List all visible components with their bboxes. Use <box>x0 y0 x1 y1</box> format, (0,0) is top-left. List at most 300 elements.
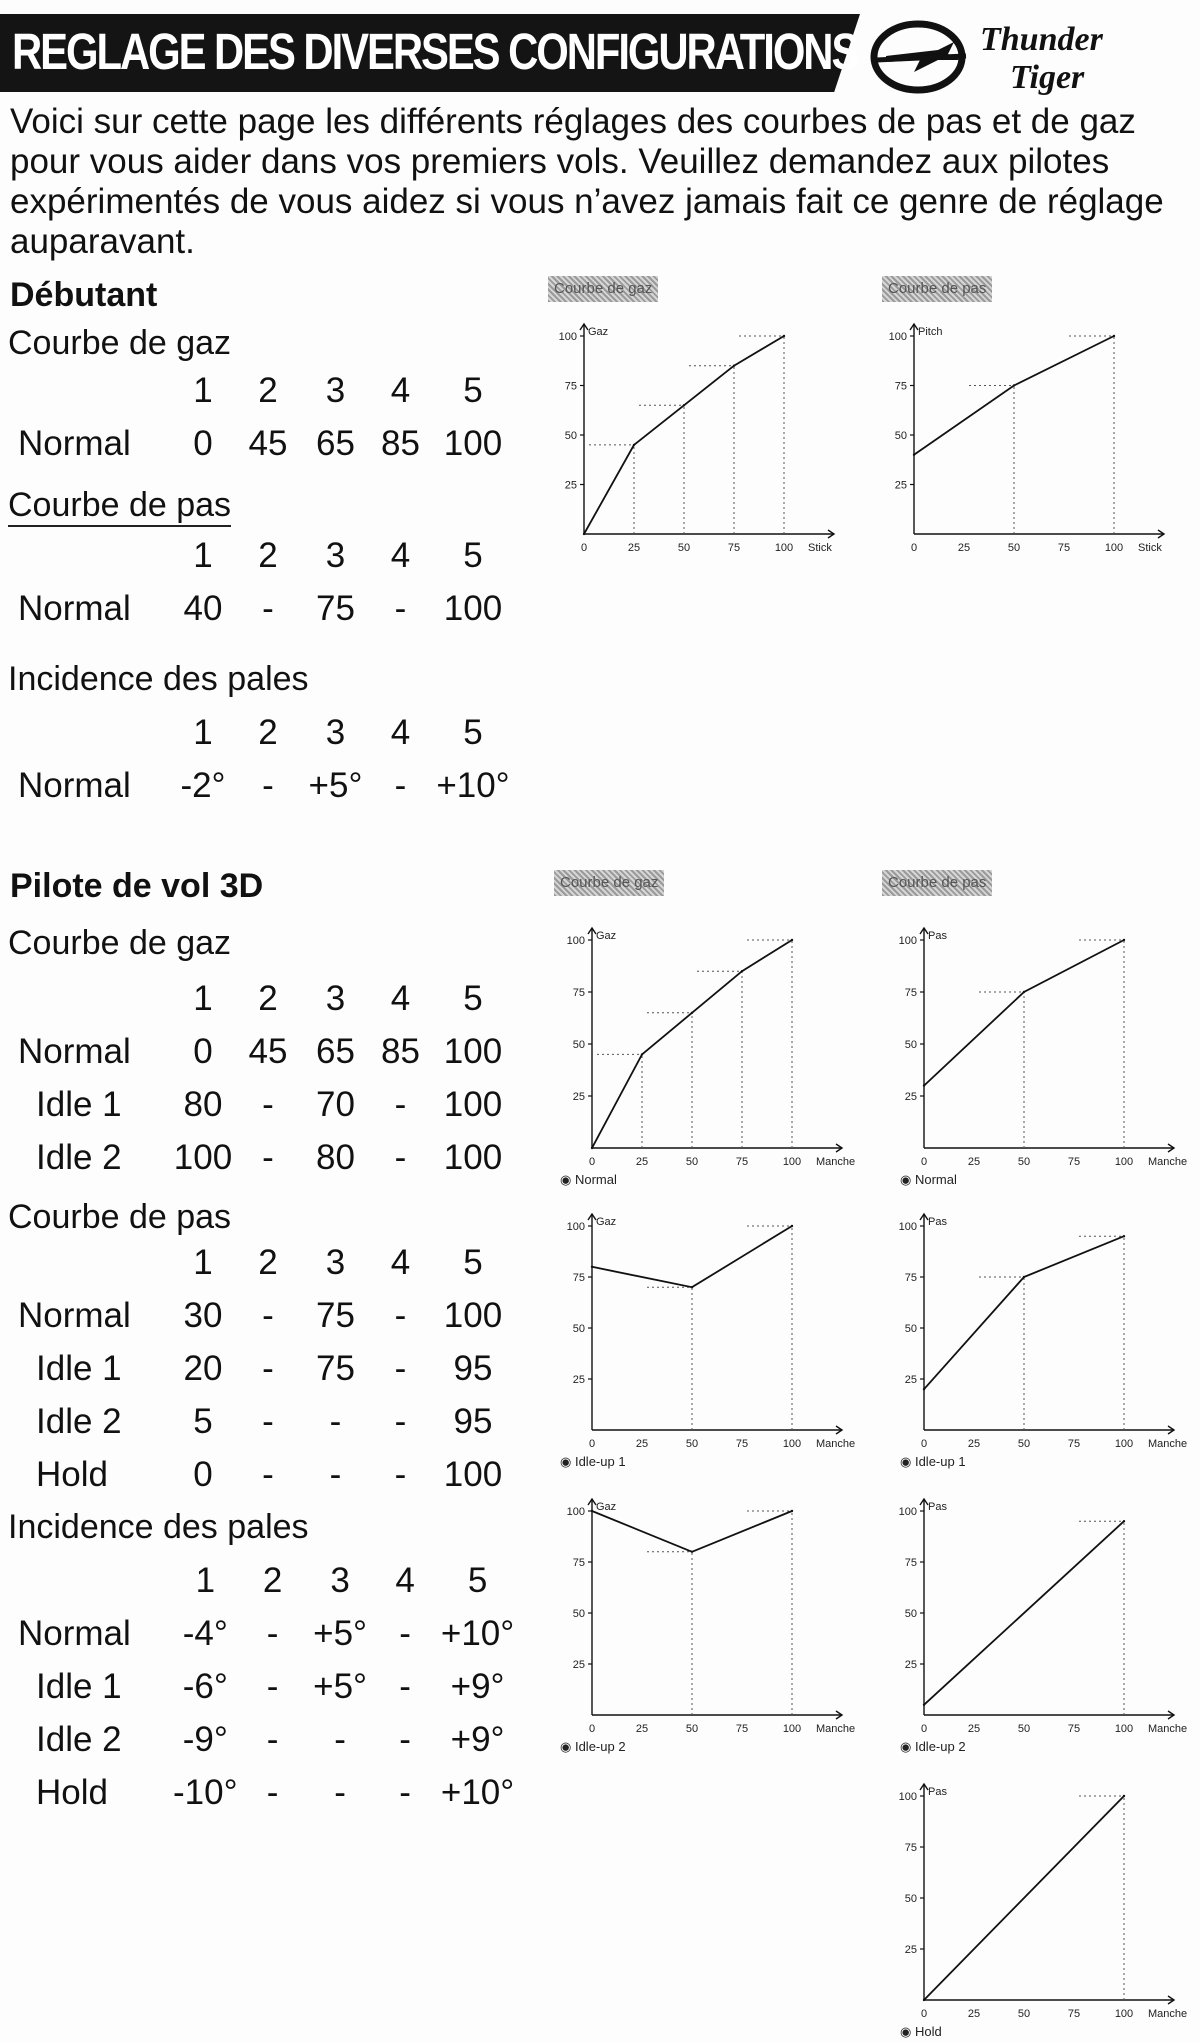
curve-point <box>741 970 743 972</box>
table-cell: - <box>399 1772 411 1812</box>
y-tick-label: 50 <box>572 1323 585 1335</box>
beginner-pas-table <box>8 529 513 635</box>
table-cell: - <box>262 1084 274 1124</box>
y-tick-label: 75 <box>904 1272 917 1284</box>
y-tick-label: 50 <box>904 1323 917 1335</box>
y-tick-label: 100 <box>898 935 917 947</box>
y-tick-label: 25 <box>904 1091 917 1103</box>
table-row <box>8 1342 513 1395</box>
table-row <box>8 582 513 635</box>
curve-point <box>591 1266 593 1268</box>
table-cell: 100 <box>443 423 503 463</box>
curve-point <box>791 1510 793 1512</box>
column-header: 2 <box>258 1242 278 1282</box>
row-label: Idle 1 <box>36 1666 122 1706</box>
column-header: 4 <box>390 712 411 752</box>
chart-title: Courbe de gaz <box>554 870 664 896</box>
curve-point <box>591 1510 593 1512</box>
chart-caption-text: Normal <box>574 1172 617 1187</box>
table-cell: -9° <box>182 1719 228 1759</box>
row-label: Normal <box>18 765 131 805</box>
chart-caption-text: Hold <box>914 2024 942 2039</box>
table-row <box>8 417 513 470</box>
chart-caption-text: Idle-up 1 <box>914 1454 966 1469</box>
y-tick-label: 100 <box>898 1506 917 1518</box>
table-cell: -10° <box>173 1772 238 1812</box>
x-tick-label: 0 <box>920 1723 928 1735</box>
column-header: 2 <box>258 370 278 410</box>
x-tick-label: 50 <box>685 1723 699 1735</box>
x-tick-label: 25 <box>967 2008 981 2020</box>
table-cell: 45 <box>248 423 288 463</box>
curve-point <box>691 1286 693 1288</box>
x-axis-label: Manche <box>1148 2008 1188 2020</box>
x-tick-label: 25 <box>967 1156 981 1168</box>
table-cell: +10° <box>440 1613 515 1653</box>
table-header-row <box>8 529 513 582</box>
table-cell: - <box>394 588 407 628</box>
y-axis-label: Gaz <box>596 1501 617 1513</box>
y-tick-label: 100 <box>566 935 585 947</box>
column-header: 1 <box>193 712 213 752</box>
column-header: 3 <box>325 1242 346 1282</box>
chart-caption-text: Idle-up 2 <box>914 1739 966 1754</box>
table-corner-cell <box>8 972 173 1025</box>
y-tick-label: 50 <box>904 1039 917 1051</box>
table-cell: 100 <box>443 1295 503 1335</box>
section-title-beginner: Débutant <box>10 276 158 314</box>
chart-caption <box>560 1739 626 1755</box>
column-header: 4 <box>390 1242 411 1282</box>
y-tick-label: 50 <box>564 430 577 442</box>
column-header: 3 <box>325 712 346 752</box>
table-cell: +10° <box>440 1772 515 1812</box>
column-header: 4 <box>390 535 411 575</box>
curve-point <box>1023 991 1025 993</box>
y-tick-label: 25 <box>904 1944 917 1956</box>
y-tick-label: 50 <box>572 1608 585 1620</box>
table-header-row <box>8 1236 513 1289</box>
x-axis-label: Manche <box>816 1723 856 1735</box>
thunder-tiger-logo <box>868 16 1168 98</box>
table-cell: 85 <box>381 1031 420 1071</box>
y-tick-label: 100 <box>566 1221 585 1233</box>
column-header: 1 <box>193 370 213 410</box>
table-row <box>8 1395 513 1448</box>
curve-line <box>584 336 784 534</box>
table-row <box>8 1607 518 1660</box>
row-label: Hold <box>36 1772 108 1812</box>
table-row <box>8 1448 513 1501</box>
y-tick-label: 75 <box>572 987 585 999</box>
y-tick-label: 25 <box>572 1374 585 1386</box>
chart-caption <box>900 1454 966 1470</box>
table-cell: - <box>329 1401 342 1441</box>
column-header: 2 <box>258 978 278 1018</box>
beginner-incidence-table <box>8 706 513 812</box>
table-header-row <box>8 364 513 417</box>
curve-chart <box>880 1200 1200 1470</box>
row-label: Idle 2 <box>36 1401 122 1441</box>
column-header: 5 <box>463 535 483 575</box>
y-tick-label: 75 <box>904 1842 917 1854</box>
table-cell: - <box>262 1401 274 1441</box>
table-cell: 0 <box>193 423 213 463</box>
curve-chart <box>880 1770 1200 2040</box>
y-tick-label: 100 <box>888 331 907 343</box>
column-header: 2 <box>258 712 278 752</box>
curve-point <box>791 939 793 941</box>
table-cell: 95 <box>453 1348 493 1388</box>
table-cell: 75 <box>316 1348 355 1388</box>
chart-axes <box>920 928 1174 1152</box>
x-tick-label: 50 <box>1017 1723 1031 1735</box>
y-tick-label: 75 <box>564 380 577 393</box>
table-cell: 80 <box>316 1137 355 1177</box>
curve-chart <box>880 870 1200 1170</box>
column-header: 2 <box>262 1560 283 1600</box>
x-tick-label: 25 <box>635 1723 649 1735</box>
table-cell: - <box>262 1348 274 1388</box>
x-tick-label: 100 <box>1114 1723 1134 1735</box>
logo-text-line2: Tiger <box>1010 59 1085 96</box>
x-tick-label: 75 <box>1067 2008 1081 2020</box>
chart-axes <box>920 1214 1174 1434</box>
x-tick-label: 50 <box>685 1438 699 1450</box>
curve-chart <box>540 276 850 566</box>
y-tick-label: 100 <box>898 1221 917 1233</box>
curve-point <box>641 1053 643 1055</box>
curve-point <box>923 1999 925 2001</box>
x-tick-label: 75 <box>1057 542 1071 554</box>
x-tick-label: 25 <box>967 1723 981 1735</box>
column-header: 4 <box>390 978 411 1018</box>
table-cell: 5 <box>193 1401 213 1441</box>
table-cell: 0 <box>193 1454 213 1494</box>
mode-bullet-icon: ◉ <box>900 1739 915 1754</box>
table-cell: - <box>329 1454 342 1494</box>
mode-bullet-icon: ◉ <box>900 2024 915 2039</box>
pilot3d-pas-title: Courbe de pas <box>8 1198 232 1236</box>
curve-chart <box>880 1485 1200 1755</box>
table-cell: - <box>394 1295 407 1335</box>
table-cell: - <box>334 1719 346 1759</box>
y-tick-label: 75 <box>572 1557 585 1569</box>
pilot3d-incidence-title: Incidence des pales <box>8 1508 309 1546</box>
column-header: 5 <box>463 978 483 1018</box>
y-tick-label: 25 <box>904 1659 917 1671</box>
curve-chart <box>540 1485 870 1755</box>
x-tick-label: 0 <box>580 542 588 554</box>
beginner-incidence-title: Incidence des pales <box>8 660 309 698</box>
table-header-row <box>8 972 513 1025</box>
y-tick-label: 100 <box>898 1791 917 1803</box>
curve-chart <box>540 870 870 1170</box>
x-tick-label: 50 <box>685 1156 699 1168</box>
table-cell: - <box>266 1719 279 1759</box>
curve-point <box>733 365 735 367</box>
x-tick-label: 100 <box>782 1723 802 1735</box>
x-tick-label: 100 <box>1114 1156 1134 1168</box>
table-cell: +10° <box>436 765 510 805</box>
y-axis-label: Pas <box>928 1216 947 1228</box>
curve-point <box>1123 939 1125 941</box>
logo-text-line1: Thunder <box>980 21 1103 58</box>
x-tick-label: 0 <box>588 1156 596 1168</box>
table-cell: - <box>334 1772 346 1812</box>
x-tick-label: 100 <box>1114 2008 1134 2020</box>
column-header: 5 <box>463 712 483 752</box>
y-axis-label: Gaz <box>596 1216 617 1228</box>
table-cell: 20 <box>183 1348 223 1388</box>
table-row <box>8 759 513 812</box>
y-tick-label: 75 <box>904 1557 917 1569</box>
table-row <box>8 1660 518 1713</box>
chart-caption-text: Normal <box>914 1172 957 1187</box>
table-cell: - <box>262 1295 274 1335</box>
table-cell: 100 <box>443 1031 503 1071</box>
curve-line <box>592 1226 792 1287</box>
table-corner-cell <box>8 706 173 759</box>
x-tick-label: 50 <box>1017 1156 1031 1168</box>
x-tick-label: 50 <box>1017 1438 1031 1450</box>
pilot3d-gaz-table <box>8 972 513 1184</box>
curve-point <box>783 335 785 337</box>
table-cell: -2° <box>180 765 226 805</box>
row-label: Normal <box>18 1613 131 1653</box>
curve-line <box>924 1521 1124 1705</box>
chart-title: Courbe de pas <box>882 870 992 896</box>
curve-point <box>1013 384 1015 386</box>
y-tick-label: 25 <box>904 1374 917 1386</box>
chart-axes <box>920 1784 1174 2004</box>
chart-axes <box>920 1499 1174 1719</box>
x-tick-label: 0 <box>910 542 918 554</box>
column-header: 3 <box>325 535 346 575</box>
table-cell: 75 <box>316 1295 355 1335</box>
mode-bullet-icon: ◉ <box>560 1172 575 1187</box>
curve-point <box>791 1225 793 1227</box>
table-cell: 100 <box>443 1454 503 1494</box>
x-axis-label: Manche <box>1148 1438 1188 1450</box>
y-tick-label: 25 <box>572 1091 585 1103</box>
table-cell: - <box>266 1772 279 1812</box>
row-label: Idle 2 <box>36 1719 122 1759</box>
x-tick-label: 25 <box>957 542 971 554</box>
curve-point <box>923 1084 925 1086</box>
y-tick-label: 75 <box>894 380 907 393</box>
curve-line <box>592 1511 792 1552</box>
column-header: 3 <box>330 1560 350 1600</box>
table-corner-cell <box>8 364 173 417</box>
chart-axes <box>588 1214 842 1434</box>
x-tick-label: 100 <box>782 1156 802 1168</box>
pilot3d-pas-table <box>8 1236 513 1501</box>
y-tick-label: 100 <box>558 331 577 343</box>
x-tick-label: 25 <box>967 1438 981 1450</box>
x-tick-label: 0 <box>920 1438 928 1450</box>
x-tick-label: 75 <box>735 1723 749 1735</box>
row-label: Idle 2 <box>36 1137 122 1177</box>
x-tick-label: 100 <box>774 542 794 554</box>
curve-point <box>583 533 585 535</box>
table-row <box>8 1131 513 1184</box>
row-label: Normal <box>18 423 131 463</box>
x-axis-label: Manche <box>816 1156 856 1168</box>
intro-paragraph: Voici sur cette page les différents réglages des courbes de pas et de gaz pour vous aider dans vos premiers vols. Veuillez demandez aux pilotes expérimentés de vous aidez si vous n’avez jamais fait ce genre de réglage auparavant. <box>10 102 1164 261</box>
y-tick-label: 50 <box>572 1039 585 1051</box>
y-tick-label: 25 <box>894 479 907 492</box>
curve-line <box>914 336 1114 455</box>
table-cell: -4° <box>182 1613 228 1653</box>
row-label: Hold <box>36 1454 108 1494</box>
chart-caption <box>560 1454 626 1470</box>
curve-point <box>913 454 915 456</box>
table-row <box>8 1766 518 1819</box>
column-header: 1 <box>193 978 213 1018</box>
row-label: Normal <box>18 1295 131 1335</box>
table-cell: +5° <box>308 765 363 805</box>
column-header: 5 <box>463 1242 483 1282</box>
x-tick-label: 0 <box>588 1438 596 1450</box>
x-tick-label: 100 <box>1114 1438 1134 1450</box>
x-tick-label: 75 <box>1067 1156 1081 1168</box>
curve-point <box>923 1388 925 1390</box>
section-title-3d: Pilote de vol 3D <box>10 867 264 905</box>
x-axis-label: Manche <box>816 1438 856 1450</box>
curve-point <box>691 1012 693 1014</box>
x-tick-label: 75 <box>727 542 741 554</box>
table-cell: - <box>394 1137 407 1177</box>
x-axis-label: Manche <box>1148 1723 1188 1735</box>
table-cell: - <box>394 1401 407 1441</box>
y-tick-label: 25 <box>564 479 577 492</box>
x-tick-label: 100 <box>782 1438 802 1450</box>
table-corner-cell <box>8 529 173 582</box>
table-cell: 65 <box>316 423 355 463</box>
y-tick-label: 50 <box>894 430 907 442</box>
x-axis-label: Stick <box>808 542 832 554</box>
table-cell: - <box>399 1719 411 1759</box>
table-cell: 100 <box>443 588 503 628</box>
table-row <box>8 1713 518 1766</box>
curve-point <box>691 1551 693 1553</box>
x-tick-label: 25 <box>635 1156 649 1168</box>
chart-axes <box>580 324 834 538</box>
x-tick-label: 75 <box>735 1156 749 1168</box>
table-corner-cell <box>8 1236 173 1289</box>
curve-point <box>1023 1276 1025 1278</box>
column-header: 3 <box>325 978 346 1018</box>
x-tick-label: 25 <box>635 1438 649 1450</box>
x-tick-label: 75 <box>735 1438 749 1450</box>
y-axis-label: Pitch <box>918 326 943 338</box>
row-label: Idle 1 <box>36 1348 122 1388</box>
curve-point <box>591 1147 593 1149</box>
table-cell: 45 <box>248 1031 288 1071</box>
x-tick-label: 50 <box>677 542 691 554</box>
chart-axes <box>588 928 842 1152</box>
column-header: 1 <box>195 1560 216 1600</box>
table-cell: 40 <box>183 588 223 628</box>
table-cell: 95 <box>453 1401 493 1441</box>
table-cell: - <box>394 765 407 805</box>
beginner-pas-title-text: Courbe de pas <box>8 486 231 527</box>
beginner-gaz-table <box>8 364 513 470</box>
row-label: Normal <box>18 1031 131 1071</box>
y-axis-label: Pas <box>928 1786 947 1798</box>
curve-point <box>683 404 685 406</box>
table-cell: - <box>262 1137 274 1177</box>
column-header: 5 <box>467 1560 488 1600</box>
table-cell: 100 <box>443 1084 503 1124</box>
table-cell: - <box>266 1613 279 1653</box>
pilot3d-gaz-title: Courbe de gaz <box>8 924 232 962</box>
table-corner-cell <box>8 1554 173 1607</box>
table-cell: - <box>399 1666 411 1706</box>
table-cell: +9° <box>450 1719 505 1759</box>
chart-caption-text: Idle-up 2 <box>574 1739 626 1754</box>
curve-point <box>1123 1235 1125 1237</box>
table-cell: 0 <box>193 1031 213 1071</box>
mode-bullet-icon: ◉ <box>560 1454 575 1469</box>
chart-title: Courbe de pas <box>882 276 992 302</box>
chart-title: Courbe de gaz <box>548 276 658 302</box>
pilot3d-incidence-table <box>8 1554 518 1819</box>
curve-line <box>924 1236 1124 1389</box>
table-cell: - <box>394 1084 407 1124</box>
table-row <box>8 1289 513 1342</box>
chart-axes <box>588 1499 842 1719</box>
table-cell: +5° <box>313 1666 368 1706</box>
mode-bullet-icon: ◉ <box>900 1454 915 1469</box>
x-axis-label: Stick <box>1138 542 1162 554</box>
curve-point <box>1113 335 1115 337</box>
x-tick-label: 50 <box>1007 542 1021 554</box>
y-tick-label: 50 <box>904 1893 917 1905</box>
y-axis-label: Pas <box>928 1501 947 1513</box>
curve-point <box>1123 1520 1125 1522</box>
table-cell: -6° <box>182 1666 228 1706</box>
column-header: 2 <box>258 535 278 575</box>
y-tick-label: 25 <box>572 1659 585 1671</box>
chart-caption <box>900 1739 966 1755</box>
mode-bullet-icon: ◉ <box>900 1172 915 1187</box>
x-tick-label: 0 <box>920 2008 928 2020</box>
x-axis-label: Manche <box>1148 1156 1188 1168</box>
curve-chart <box>540 1200 870 1470</box>
x-tick-label: 75 <box>1067 1723 1081 1735</box>
curve-point <box>923 1704 925 1706</box>
table-cell: 80 <box>183 1084 223 1124</box>
table-cell: 75 <box>316 588 355 628</box>
chart-caption <box>900 1172 957 1188</box>
table-cell: - <box>262 765 274 805</box>
table-cell: 85 <box>381 423 420 463</box>
table-cell: +9° <box>450 1666 505 1706</box>
table-cell: 100 <box>443 1137 503 1177</box>
page-title: REGLAGE DES DIVERSES CONFIGURATIONS <box>12 23 858 80</box>
table-row <box>8 1078 513 1131</box>
x-tick-label: 50 <box>1017 2008 1031 2020</box>
table-cell: - <box>394 1348 407 1388</box>
beginner-pas-title <box>8 486 231 525</box>
table-cell: - <box>262 1454 274 1494</box>
column-header: 5 <box>463 370 483 410</box>
beginner-gaz-title: Courbe de gaz <box>8 324 232 362</box>
row-label: Normal <box>18 588 131 628</box>
y-axis-label: Gaz <box>588 326 609 338</box>
